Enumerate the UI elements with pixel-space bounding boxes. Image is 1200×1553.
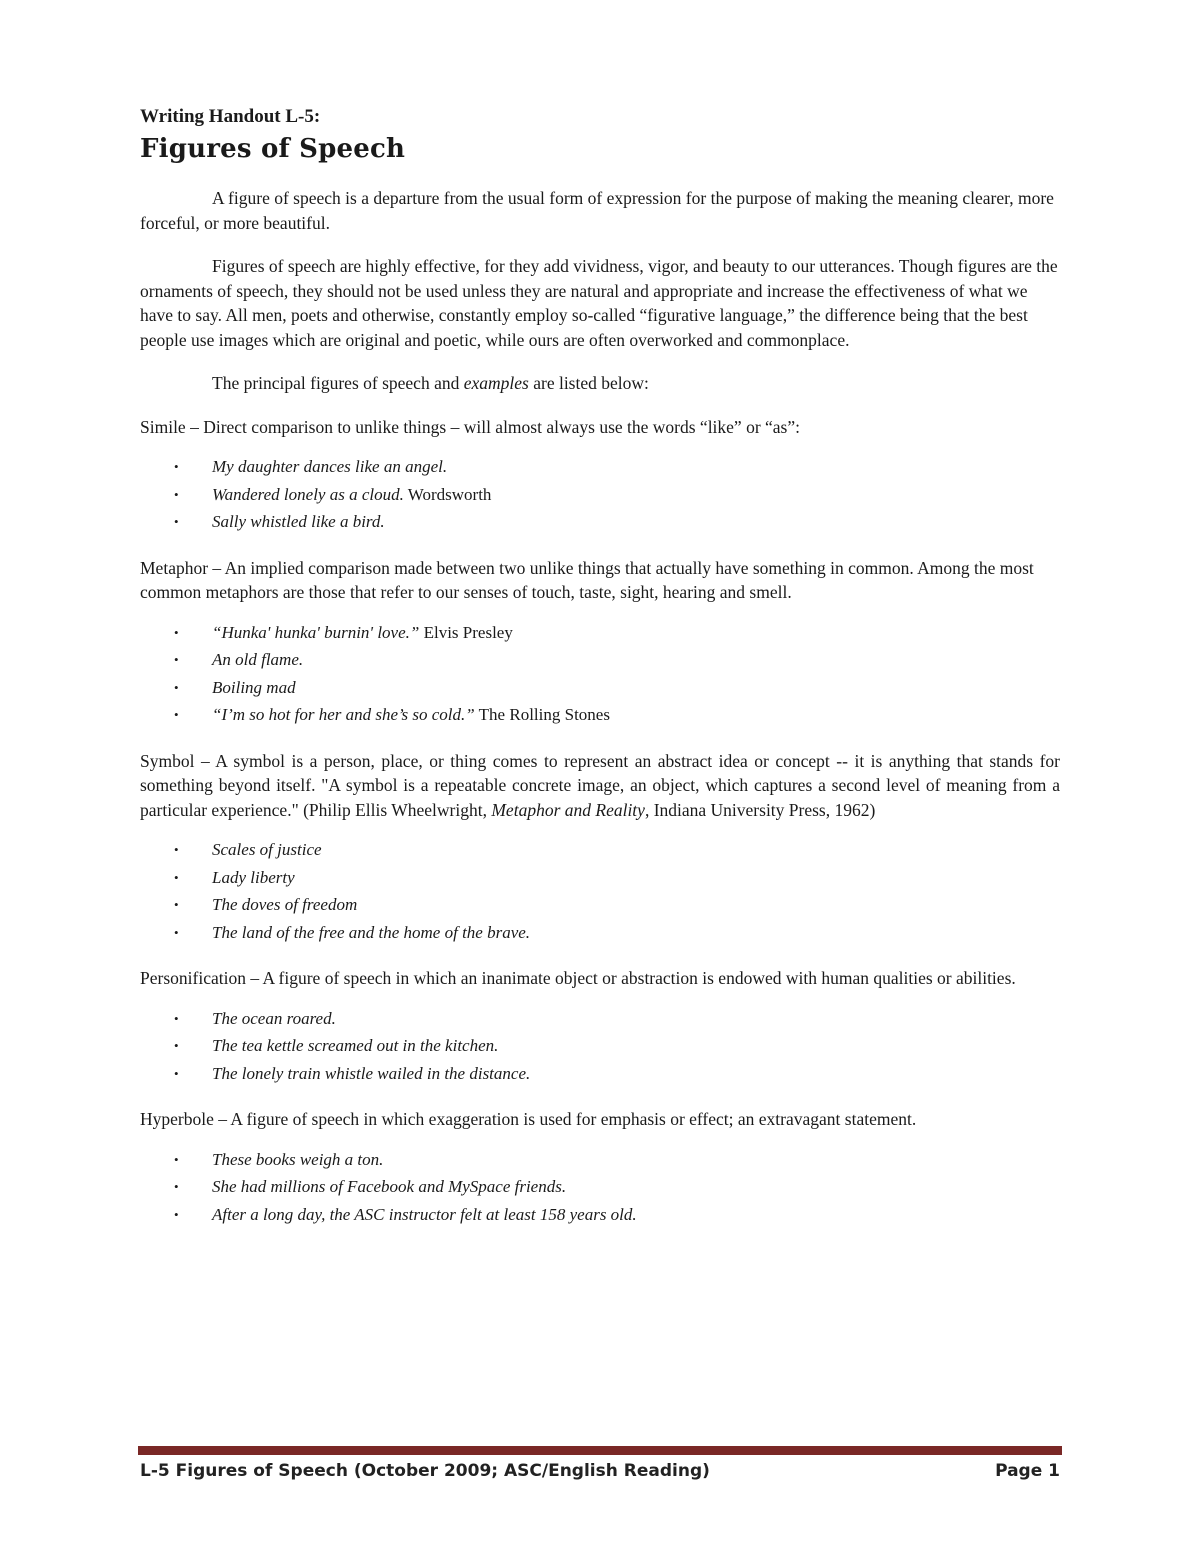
footer-rule [138, 1446, 1062, 1455]
list-item [140, 701, 1060, 729]
list-item [140, 1060, 1060, 1088]
metaphor-examples [140, 619, 1060, 729]
bullet-icon: • [174, 1065, 179, 1081]
list-item [140, 481, 1060, 509]
bullet-icon: • [174, 707, 179, 722]
list-item [140, 674, 1060, 702]
list-item [140, 453, 1060, 481]
intro-p3-after: are listed below: [528, 373, 649, 393]
bullet-icon: • [174, 1206, 179, 1222]
example-text: She had millions of Facebook and MySpace friends. [212, 1177, 567, 1196]
simile-definition: Simile – Direct comparison to unlike things – will almost always use the words “like” or “as”: [140, 416, 801, 437]
bullet-icon: • [174, 1151, 179, 1167]
bullet-icon: • [174, 459, 179, 474]
example-text: The doves of freedom [212, 895, 358, 914]
example-text: The land of the free and the home of the brave. [212, 922, 531, 942]
bullet-icon: • [174, 486, 179, 502]
bullet-icon: • [174, 652, 179, 667]
list-item [140, 1032, 1060, 1060]
list-item [140, 1201, 1060, 1229]
list-item [140, 619, 1060, 647]
hyperbole-definition: Hyperbole – A figure of speech in which exaggeration is used for emphasis or effect; an extravagant statement. [140, 1109, 917, 1129]
bullet-icon: • [174, 924, 179, 940]
example-text: Boiling mad [212, 677, 296, 697]
symbol-examples [140, 836, 1060, 946]
intro-paragraph-1: A figure of speech is a departure from the usual form of expression for the purpose of making the meaning clearer, more forceful, or more beautiful. [140, 188, 1054, 233]
example-text: Scales of justice [212, 840, 322, 859]
bullet-icon: • [174, 897, 179, 912]
bullet-icon: • [174, 869, 179, 885]
list-item [140, 646, 1060, 674]
list-item [140, 891, 1060, 919]
example-text: The tea kettle screamed out in the kitchen. [212, 1036, 499, 1055]
page-title: Figures of Speech [140, 134, 406, 164]
footer-left-text: L-5 Figures of Speech (October 2009; ASC/English Reading) [140, 1461, 710, 1481]
symbol-def-after: , Indiana University Press, 1962) [644, 799, 876, 820]
bullet-icon: • [174, 1179, 179, 1194]
example-text: These books weigh a ton. [212, 1149, 384, 1169]
example-attribution: Wordsworth [403, 484, 492, 504]
bullet-icon: • [174, 1038, 179, 1053]
metaphor-definition: Metaphor – An implied comparison made between two unlike things that actually have something in common. Among the most common metaphors are those that refer to our senses of touch, taste, sight, hearing and smell. [140, 557, 1034, 602]
example-text: An old flame. [212, 650, 304, 669]
example-text: Sally whistled like a bird. [212, 512, 385, 531]
list-item [140, 919, 1060, 947]
page-footer [140, 1461, 1060, 1481]
personification-definition: Personification – A figure of speech in which an inanimate object or abstraction is endowed with human qualities or abilities. [140, 968, 1016, 988]
bullet-icon: • [174, 842, 179, 857]
list-item [140, 1005, 1060, 1033]
bullet-icon: • [174, 624, 179, 640]
intro-p3-italic: examples [463, 373, 529, 393]
hyperbole-examples [140, 1146, 1060, 1229]
example-text: “Hunka' hunka' burnin' love.” [212, 622, 420, 642]
list-item [140, 864, 1060, 892]
example-text: Lady liberty [212, 867, 295, 887]
example-text: Wandered lonely as a cloud. [212, 484, 404, 504]
example-text: The ocean roared. [212, 1008, 336, 1028]
symbol-definition [140, 749, 1060, 823]
list-item [140, 1173, 1060, 1201]
symbol-def-before: Symbol – A symbol is a person, place, or thing comes to represent an abstract idea or concept -- it is anything that stands for something beyond itself. "A symbol is a repeatable concrete image, an object, which captures a second level of meaning from a particular experience." (Philip Ellis Wheelwright, [140, 750, 1060, 820]
example-attribution: Elvis Presley [419, 622, 513, 642]
document-page [140, 104, 1060, 1248]
intro-paragraph-2: Figures of speech are highly effective, for they add vividness, vigor, and beauty to our utterances. Though figures are the ornaments of speech, they should not be used unless they are natural and appropriate and increase the effectiveness of what we have to say. All men, poets and otherwise, constantly employ so-called “figurative language,” the difference being that the best people use images which are original and poetic, while ours are often overworked and commonplace. [140, 256, 1058, 350]
example-text: My daughter dances like an angel. [212, 457, 448, 476]
intro-p3-before: The principal figures of speech and [212, 373, 464, 393]
example-text: “I’m so hot for her and she’s so cold.” [212, 705, 475, 724]
example-attribution: The Rolling Stones [474, 705, 610, 724]
list-item [140, 508, 1060, 536]
list-item [140, 1146, 1060, 1174]
bullet-icon: • [174, 679, 179, 695]
bullet-icon: • [174, 1010, 179, 1026]
example-text: After a long day, the ASC instructor felt at least 158 years old. [212, 1204, 637, 1224]
bullet-icon: • [174, 514, 179, 529]
symbol-def-italic: Metaphor and Reality [491, 799, 645, 820]
intro-paragraph-3 [140, 371, 1060, 396]
handout-subtitle: Writing Handout L-5: [140, 106, 321, 127]
list-item [140, 836, 1060, 864]
simile-examples [140, 453, 1060, 536]
page-number: Page 1 [995, 1461, 1060, 1481]
personification-examples [140, 1005, 1060, 1088]
example-text: The lonely train whistle wailed in the distance. [212, 1063, 531, 1083]
